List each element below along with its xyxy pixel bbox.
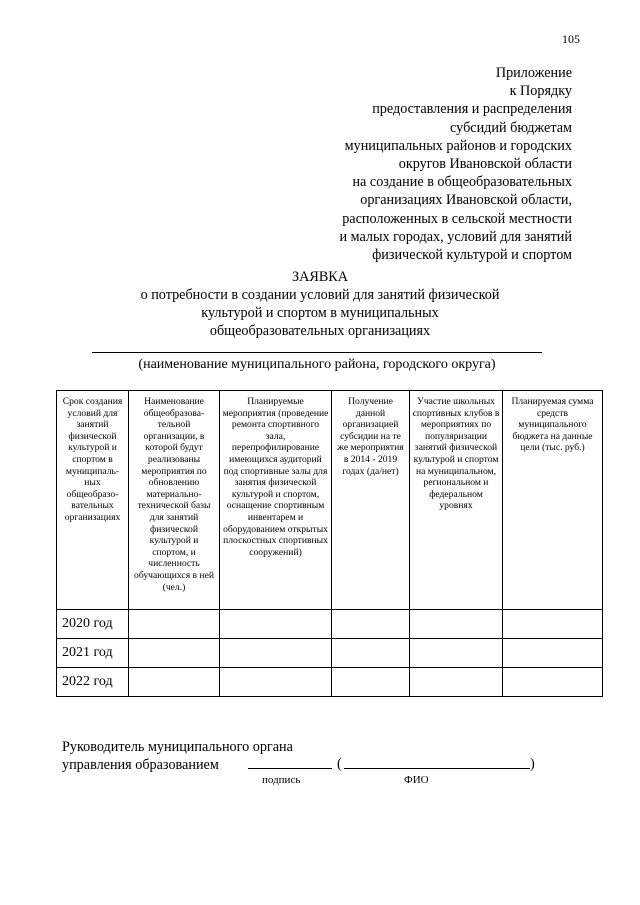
header-cell-activities: Планируемые мероприятия (проведение ремонта спортивного зала, перепрофилирование имеющихся аудиторий под спортивные залы для занятия физической культурой и спортом, оснащение спортивным инвентарем и оборудованием открытых плоскостных спортивных сооружений) [220,391,332,610]
table-cell[interactable] [503,610,603,639]
appendix-line: физической культурой и спортом [372,247,572,264]
table-cell[interactable] [129,668,220,697]
table-row [57,610,603,639]
appendix-block [339,64,572,264]
table-cell[interactable] [503,668,603,697]
year-cell: 2022 год [57,668,129,697]
document-title [0,268,640,340]
table-header-row [57,391,603,610]
appendix-line: субсидий бюджетам [450,119,572,136]
title-line: о потребности в создании условий для занятий физической [140,287,500,303]
fio-caption: ФИО [404,774,429,786]
signature-title-line: Руководитель муниципального органа [62,739,293,755]
appendix-line: к Порядку [509,83,572,100]
header-cell-budget: Планируемая сумма средств муниципального бюджета на данные цели (тыс. руб.) [503,391,603,610]
appendix-line: округов Ивановской области [398,156,572,173]
table-row [57,639,603,668]
table-row [57,668,603,697]
table-cell[interactable] [129,639,220,668]
appendix-line: на создание в общеобразовательных [352,174,572,191]
title-line: общеобразовательных организациях [209,323,431,339]
table-cell[interactable] [220,610,332,639]
header-cell-organization: Наименование общеобразова-тельной организации, в которой будут реализованы мероприятия по обновлению материально-технической базы для занятий физической культурой и спортом, и численность обучающихся в ней (чел.) [129,391,220,610]
appendix-line: расположенных в сельской местности [342,210,572,227]
header-cell-prior-subsidy: Получение данной организацией субсидии на те же мероприятия в 2014 - 2019 годах (да/нет) [332,391,410,610]
paren-close: ) [530,756,535,772]
table-cell[interactable] [220,668,332,697]
table-cell[interactable] [220,639,332,668]
appendix-line: Приложение [495,65,572,81]
table-cell[interactable] [410,610,503,639]
table-cell[interactable] [332,668,410,697]
title-heading: ЗАЯВКА [292,269,348,285]
header-cell-sports-clubs: Участие школьных спортивных клубов в мероприятиях по популяризации занятий физической культурой и спортом на муниципальном, региональном и федеральном уровнях [410,391,503,610]
appendix-line: предоставления и распределения [372,101,572,118]
request-table [56,390,603,697]
appendix-line: организациях Ивановской области, [360,192,572,209]
title-line: культурой и спортом в муниципальных [201,305,439,321]
header-cell-deadline: Срок создания условий для занятий физической культурой и спортом в муниципаль-ных общеобразо-вательных организациях [57,391,129,610]
fill-in-line [92,352,542,353]
table-cell[interactable] [332,610,410,639]
year-cell: 2021 год [57,639,129,668]
paren-open: ( [337,756,342,772]
table-cell[interactable] [410,668,503,697]
district-caption: (наименование муниципального района, городского округа) [138,357,496,372]
signature-caption: подпись [262,774,301,786]
signature-line[interactable] [248,768,332,769]
page-number: 105 [562,32,580,46]
signature-title-line: управления образованием [62,757,219,773]
year-cell: 2020 год [57,610,129,639]
appendix-line: и малых городах, условий для занятий [339,228,572,245]
appendix-line: муниципальных районов и городских [344,137,572,154]
table-cell[interactable] [332,639,410,668]
fio-line[interactable] [344,768,530,769]
table-cell[interactable] [503,639,603,668]
table-cell[interactable] [129,610,220,639]
table-cell[interactable] [410,639,503,668]
